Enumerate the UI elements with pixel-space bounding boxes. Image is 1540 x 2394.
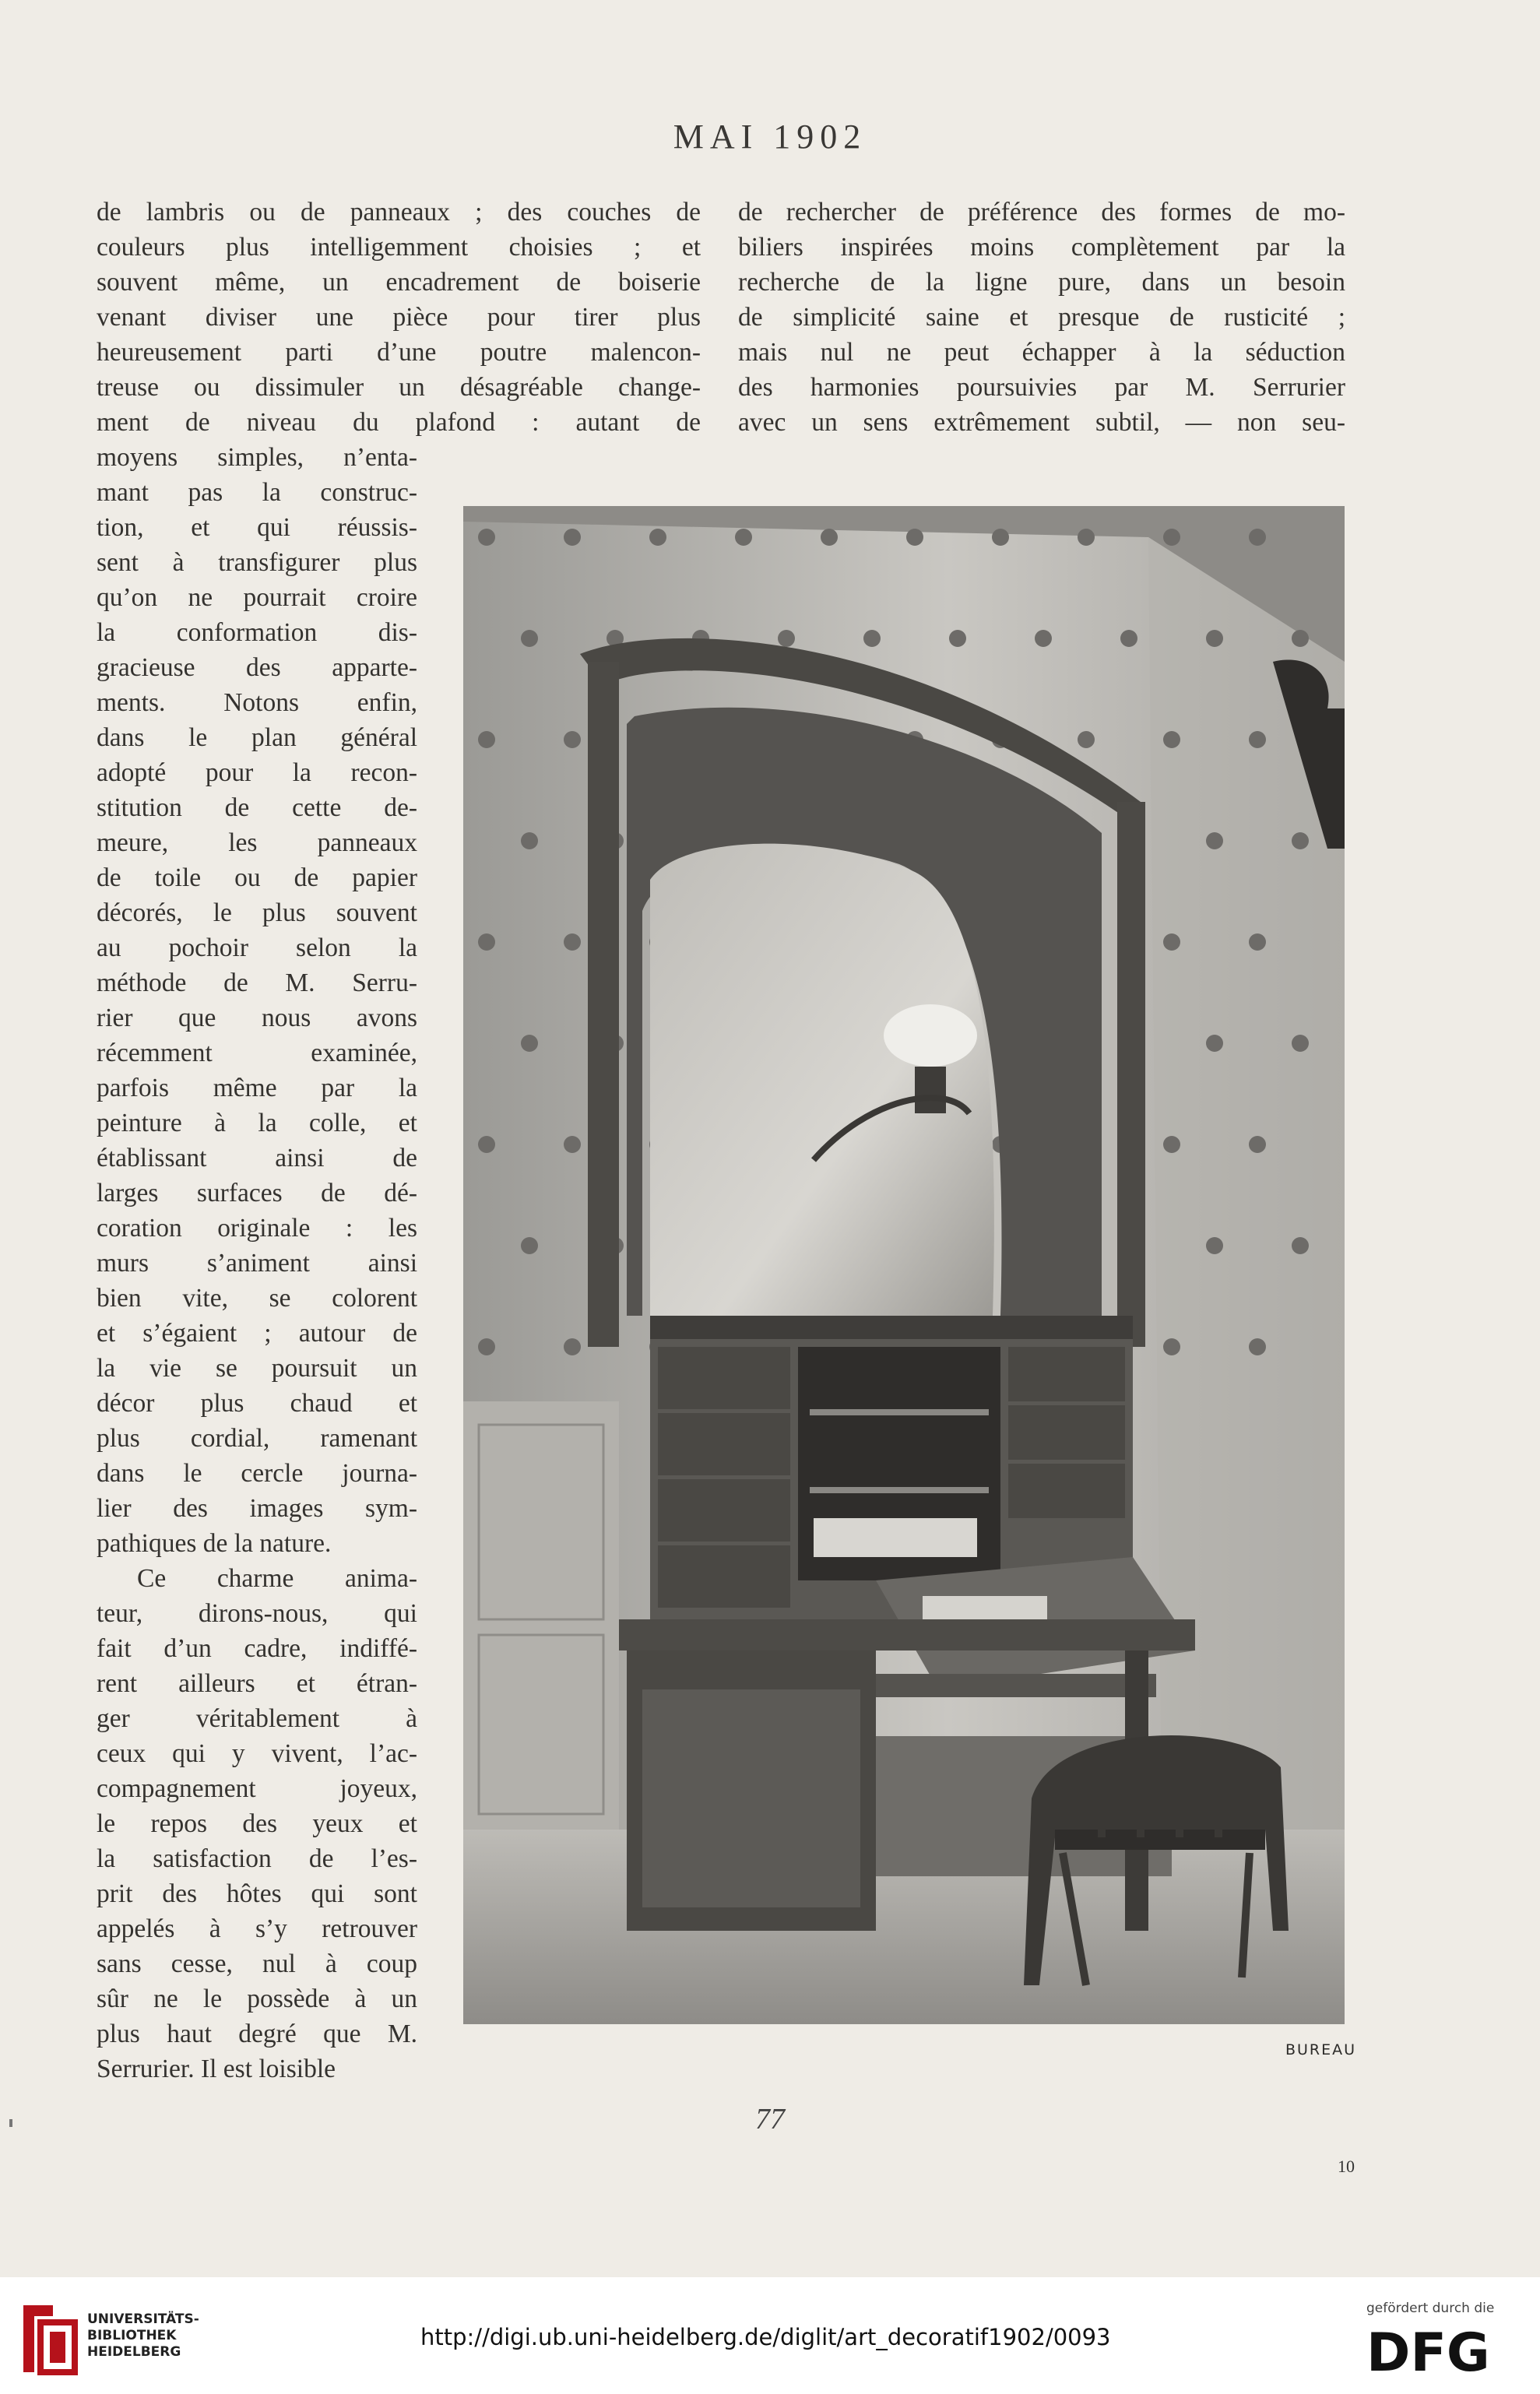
text-line: rier que nous avons — [97, 1004, 417, 1032]
dfg-logo-icon — [1366, 2322, 1514, 2380]
text-line: larges surfaces de dé- — [97, 1179, 417, 1208]
text-line: de toile ou de papier — [97, 863, 417, 892]
university-library-logo-icon — [19, 2301, 79, 2378]
text-line: recherche de la ligne pure, dans un besoin — [738, 268, 1345, 297]
text-line: treuse ou dissimuler un désagréable change- — [97, 373, 701, 402]
page-number: 77 — [755, 2103, 785, 2136]
stencil-dot — [564, 933, 581, 951]
library-name-line: BIBLIOTHEK — [87, 2328, 177, 2343]
text-line: biliers inspirées moins complètement par la — [738, 233, 1345, 262]
text-line: ments. Notons enfin, — [97, 688, 417, 717]
stencil-dot — [906, 529, 923, 546]
stencil-dot — [1206, 630, 1223, 647]
text-line: décor plus chaud et — [97, 1389, 417, 1418]
right-column-top — [738, 195, 1345, 440]
permalink-url[interactable]: http://digi.ub.uni-heidelberg.de/diglit/art_decoratif1902/0093 — [420, 2324, 1111, 2350]
funder-caption: gefördert durch die — [1366, 2301, 1495, 2316]
text-line: récemment examinée, — [97, 1039, 417, 1067]
text-line: parfois même par la — [97, 1074, 417, 1102]
text-line: stitution de cette de- — [97, 793, 417, 822]
text-line: prit des hôtes qui sont — [97, 1879, 417, 1908]
text-line: le repos des yeux et — [97, 1809, 417, 1838]
text-line: décorés, le plus souvent — [97, 898, 417, 927]
text-line: sans cesse, nul à coup — [97, 1949, 417, 1978]
text-line: dans le plan général — [97, 723, 417, 752]
stencil-dot — [1163, 933, 1180, 951]
dfg-logo-text: DFG — [1366, 2322, 1490, 2377]
stencil-dot — [564, 731, 581, 748]
stencil-dot — [863, 630, 881, 647]
text-line: dans le cercle journa- — [97, 1459, 417, 1488]
photo-caption: BUREAU — [1285, 2041, 1356, 2058]
stencil-dot — [1206, 832, 1223, 849]
stencil-dot — [1249, 933, 1266, 951]
text-line: de rechercher de préférence des formes de mo- — [738, 198, 1345, 227]
text-line: rent ailleurs et étran- — [97, 1669, 417, 1698]
stencil-dot — [1249, 1136, 1266, 1153]
text-line: méthode de M. Serru- — [97, 968, 417, 997]
stencil-dot — [478, 529, 495, 546]
stencil-dot — [1206, 1035, 1223, 1052]
signature-mark: 10 — [1338, 2157, 1355, 2176]
left-column-top — [97, 195, 701, 440]
text-line: couleurs plus intelligemment choisies ; et — [97, 233, 701, 262]
stencil-dot — [478, 731, 495, 748]
text-line: venant diviser une pièce pour tirer plus — [97, 303, 701, 332]
text-line: qu’on ne pourrait croire — [97, 583, 417, 612]
text-line: teur, dirons-nous, qui — [97, 1599, 417, 1628]
stencil-dot — [649, 529, 666, 546]
stencil-dot — [1292, 1035, 1309, 1052]
text-line: tion, et qui réussis- — [97, 513, 417, 542]
stencil-dot — [992, 529, 1009, 546]
stencil-dot — [1163, 1136, 1180, 1153]
stencil-dot — [564, 529, 581, 546]
stencil-dot — [521, 630, 538, 647]
stencil-dot — [821, 529, 838, 546]
text-line: ceux qui y vivent, l’ac- — [97, 1739, 417, 1768]
text-line: la satisfaction de l’es- — [97, 1844, 417, 1873]
text-line: Serrurier. Il est loisible — [97, 2055, 336, 2083]
stencil-dot — [1035, 630, 1052, 647]
text-line: plus cordial, ramenant — [97, 1424, 417, 1453]
stencil-dot — [1292, 1237, 1309, 1254]
text-line: ger véritablement à — [97, 1704, 417, 1733]
text-line: de simplicité saine et presque de rusticité ; — [738, 303, 1345, 332]
text-line: meure, les panneaux — [97, 828, 417, 857]
text-line: la vie se poursuit un — [97, 1354, 417, 1383]
text-line: coration originale : les — [97, 1214, 417, 1243]
stencil-dot — [478, 933, 495, 951]
text-line: Ce charme anima- — [137, 1564, 417, 1593]
library-name — [87, 2311, 199, 2361]
stencil-dot — [949, 630, 966, 647]
stencil-dot — [521, 832, 538, 849]
stencil-dot — [1249, 529, 1266, 546]
text-line: moyens simples, n’enta- — [97, 443, 417, 472]
stencil-dot — [1206, 1237, 1223, 1254]
text-line: bien vite, se colorent — [97, 1284, 417, 1313]
text-line: appelés à s’y retrouver — [97, 1914, 417, 1943]
text-line: gracieuse des apparte- — [97, 653, 417, 682]
text-line: la conformation dis- — [97, 618, 417, 647]
text-line: et s’égaient ; autour de — [97, 1319, 417, 1348]
text-line: pathiques de la nature. — [97, 1529, 332, 1558]
stencil-dot — [521, 1237, 538, 1254]
stencil-dot — [1249, 731, 1266, 748]
stencil-dot — [1292, 630, 1309, 647]
stencil-dot — [1249, 1338, 1266, 1355]
text-line: lier des images sym- — [97, 1494, 417, 1523]
text-line: mais nul ne peut échapper à la séduction — [738, 338, 1345, 367]
stencil-dot — [478, 1136, 495, 1153]
text-line: de lambris ou de panneaux ; des couches de — [97, 198, 701, 227]
text-line: ment de niveau du plafond : autant de — [97, 408, 701, 437]
stencil-dot — [564, 1338, 581, 1355]
stencil-dot — [1120, 630, 1137, 647]
library-name-line: HEIDELBERG — [87, 2344, 181, 2360]
stencil-dot — [1163, 529, 1180, 546]
text-line: murs s’animent ainsi — [97, 1249, 417, 1278]
text-line: peinture à la colle, et — [97, 1109, 417, 1137]
left-column-narrow — [97, 440, 417, 2086]
text-line: heureusement parti d’une poutre malencon- — [97, 338, 701, 367]
stencil-dot — [1292, 832, 1309, 849]
text-line: compagnement joyeux, — [97, 1774, 417, 1803]
stencil-dot — [1163, 1338, 1180, 1355]
margin-mark — [9, 2119, 12, 2127]
stencil-dot — [1078, 529, 1095, 546]
stencil-dot — [521, 1035, 538, 1052]
text-line: des harmonies poursuivies par M. Serrurier — [738, 373, 1345, 402]
text-line: adopté pour la recon- — [97, 758, 417, 787]
text-line: sûr ne le possède à un — [97, 1984, 417, 2013]
stencil-dot — [778, 630, 795, 647]
text-line: souvent même, un encadrement de boiserie — [97, 268, 701, 297]
text-line: au pochoir selon la — [97, 933, 417, 962]
text-line: établissant ainsi de — [97, 1144, 417, 1172]
stencil-dot — [735, 529, 752, 546]
text-line: sent à transfigurer plus — [97, 548, 417, 577]
digitization-footer — [0, 2277, 1540, 2394]
text-line: mant pas la construc- — [97, 478, 417, 507]
library-name-line: UNIVERSITÄTS- — [87, 2311, 199, 2327]
running-head: MAI 1902 — [673, 118, 867, 156]
stencil-dot — [1163, 731, 1180, 748]
text-line: fait d’un cadre, indiffé- — [97, 1634, 417, 1663]
stencil-dot — [478, 1338, 495, 1355]
bureau-photograph — [463, 506, 1345, 2024]
stencil-dot — [1078, 731, 1095, 748]
stencil-dot — [564, 1136, 581, 1153]
text-line: plus haut degré que M. — [97, 2020, 417, 2048]
text-line: avec un sens extrêmement subtil, — non seu- — [738, 408, 1345, 437]
